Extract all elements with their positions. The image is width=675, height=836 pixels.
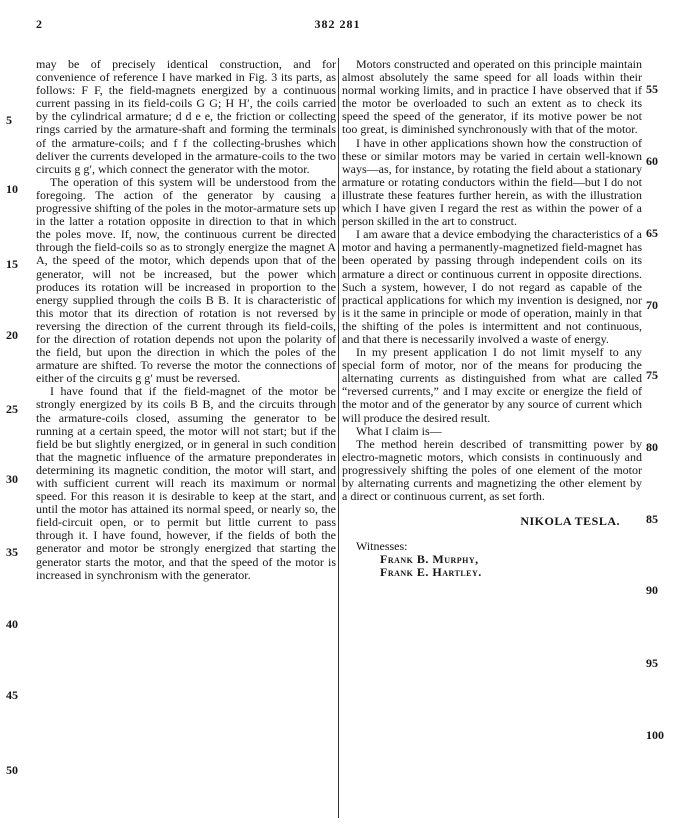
page-number: 2 <box>36 17 42 31</box>
line-number-left: 25 <box>6 402 18 416</box>
left-column <box>36 58 336 582</box>
line-number-right: 90 <box>646 583 658 597</box>
paragraph: I have in other applications shown how the construction of these or similar motors may be varied in certain well-known ways—as, for instance, by rotating the field about a stationary armature or rotating conductors within the field—but I do not illustrate these features further herein, as with the illustration which I have given I regard the rest as within the power of a person skilled in the art to construct. <box>342 135 642 229</box>
line-number-left: 30 <box>6 472 18 486</box>
line-number-right: 85 <box>646 512 658 526</box>
line-number-right: 100 <box>646 728 664 742</box>
paragraph: may be of precisely identical construction, and for convenience of reference I have marked in Fig. 3 its parts, as follows: F F, the field-magnets energized by a continuous current passing in its field-coils G G; H H′, the coils carried by the cylindrical armature; d d e e, the friction or collecting rings carried by the armature-shaft and forming the terminals of the armature-coils; and f f the collecting-brushes which deliver the currents developed in the armature-coils to the two circuits g g′, which connect the generator with the motor. <box>36 57 336 176</box>
paragraph: The operation of this system will be understood from the foregoing. The action of the generator by causing a progressive shifting of the poles in the motor-armature sets up in the latter a rotation opposite in direction to that in which the poles move. If, now, the continuous current be directed through the field-coils so as to strongly energize the magnet A A, the speed of the motor, which depends upon that of the generator, will not be increased, but the power which produces its rotation will be increased in proportion to the energy supplied through the coils B B. It is characteristic of this motor that its direction of rotation is not reversed by reversing the direction of the current through its field-coils, for the direction of rotation depends not upon the polarity of the field, but upon the direction in which the poles of the armature are shifted. To reverse the motor the connections of either of the circuits g g′ must be reversed. <box>36 174 336 386</box>
line-number-left: 35 <box>6 545 18 559</box>
paragraph: I have found that if the field-magnet of the motor be strongly energized by its coils B B, and the circuits through the armature-coils closed, assuming the generator to be running at a certain speed, the motor will not start; but if the field be but slightly energized, or in general in such condition that the magnetic influence of the armature preponderates in determining its magnetic condition, the motor will start, and with sufficient current will reach its maximum or normal speed. For this reason it is desirable to keep at the start, and until the motor has attained its normal speed, or nearly so, the field-circuit open, or to permit but little current to pass through it. I have found, however, if the fields of both the generator and motor be strongly energized that starting the generator starts the motor, and that the speed of the motor is increased in synchronism with the generator. <box>36 384 336 582</box>
paragraph: Motors constructed and operated on this principle maintain almost absolutely the same speed for all loads within their normal working limits, and in practice I have observed that if the motor be overloaded to such an extent as to check its speed the speed of the generator, if its motive power be not too great, is diminished synchronously with that of the motor. <box>342 57 642 137</box>
claim-heading: What I claim is— <box>356 423 442 438</box>
line-number-right: 65 <box>646 226 658 240</box>
line-number-left: 5 <box>6 113 12 127</box>
inventor-signature: NIKOLA TESLA. <box>520 514 620 529</box>
line-number-left: 45 <box>6 688 18 702</box>
line-number-right: 55 <box>646 82 658 96</box>
line-number-left: 10 <box>6 182 18 196</box>
page-header <box>0 17 675 37</box>
column-divider <box>338 58 339 818</box>
line-number-right: 80 <box>646 440 658 454</box>
line-number-left: 50 <box>6 763 18 777</box>
witness-name: Frank E. Hartley. <box>380 565 482 580</box>
line-number-right: 70 <box>646 298 658 312</box>
line-number-left: 40 <box>6 617 18 631</box>
claim-text: The method herein described of transmitting power by electro-magnetic motors, which consists in continuously and progressively shifting the poles of one element of the motor by alternating currents and magnetizing the other element by a direct or continuous current, as set forth. <box>342 436 642 504</box>
line-number-right: 95 <box>646 656 658 670</box>
line-number-right: 60 <box>646 154 658 168</box>
paragraph: In my present application I do not limit myself to any special form of motor, nor of the means for producing the alternating currents as distinguished from what are called “reversed currents,” and I may excite or energize the field of the motor and of the generator by any source of current which will produce the desired result. <box>342 345 642 425</box>
witnesses-label: Witnesses: <box>356 539 408 554</box>
patent-number: 382 281 <box>314 17 361 31</box>
line-number-left: 15 <box>6 257 18 271</box>
right-column <box>342 58 642 580</box>
paragraph: I am aware that a device embodying the characteristics of a motor and having a permanently-magnetized field-magnet has been operated by passing through independent coils on its armature a direct or continuous current in opposite directions. Such a system, however, I do not regard as capable of the practical applications for which my invention is designed, nor is it the same in principle or mode of operation, mainly in that the shifting of the poles is intermittent and not continuous, and that there is necessarily involved a waste of energy. <box>342 227 642 346</box>
witness-name: Frank B. Murphy, <box>380 552 479 567</box>
line-number-left: 20 <box>6 328 18 342</box>
line-number-right: 75 <box>646 368 658 382</box>
